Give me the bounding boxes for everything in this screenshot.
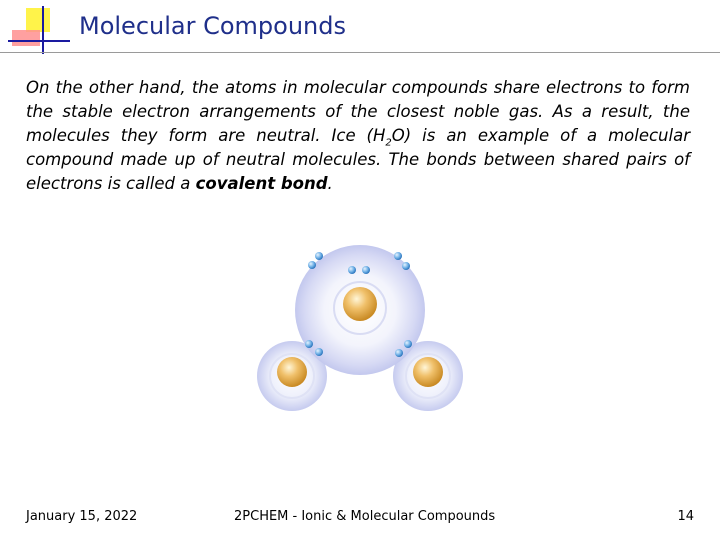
- footer-date: January 15, 2022: [26, 509, 138, 524]
- electron-icon: [315, 348, 323, 356]
- paragraph-end: .: [327, 174, 333, 193]
- decor-horizontal-line: [8, 40, 70, 42]
- electron-icon: [394, 252, 402, 260]
- page-number: 14: [677, 509, 694, 524]
- oxygen-nucleus: [343, 287, 377, 321]
- body-paragraph: [26, 76, 690, 196]
- electron-icon: [348, 266, 356, 274]
- paragraph-middle: O) is an example of a molecular compound made up of neutral molecules. The bonds between shared pairs of electrons is called a: [26, 126, 690, 193]
- title-divider: [0, 52, 720, 53]
- electron-icon: [315, 252, 323, 260]
- electron-icon: [402, 262, 410, 270]
- paragraph-intro: On the other hand, the atoms in molecular compounds share electrons to form the stable electron arrangements of the closest noble gas. As a result, the molecules they form are neutral. Ice (H: [26, 78, 690, 145]
- footer-title: 2PCHEM - Ionic & Molecular Compounds: [234, 509, 496, 524]
- decor-yellow-square: [26, 8, 50, 32]
- hydrogen-right-nucleus: [413, 357, 443, 387]
- water-subscript: 2: [385, 137, 392, 149]
- decor-red-square: [12, 30, 40, 46]
- water-molecule-diagram: [245, 240, 475, 440]
- electron-icon: [305, 340, 313, 348]
- electron-icon: [404, 340, 412, 348]
- electron-icon: [362, 266, 370, 274]
- slide-title: Molecular Compounds: [79, 12, 346, 40]
- electron-icon: [395, 349, 403, 357]
- decor-vertical-line: [42, 6, 44, 54]
- electron-icon: [308, 261, 316, 269]
- covalent-bond-term: covalent bond: [195, 174, 328, 193]
- hydrogen-left-nucleus: [277, 357, 307, 387]
